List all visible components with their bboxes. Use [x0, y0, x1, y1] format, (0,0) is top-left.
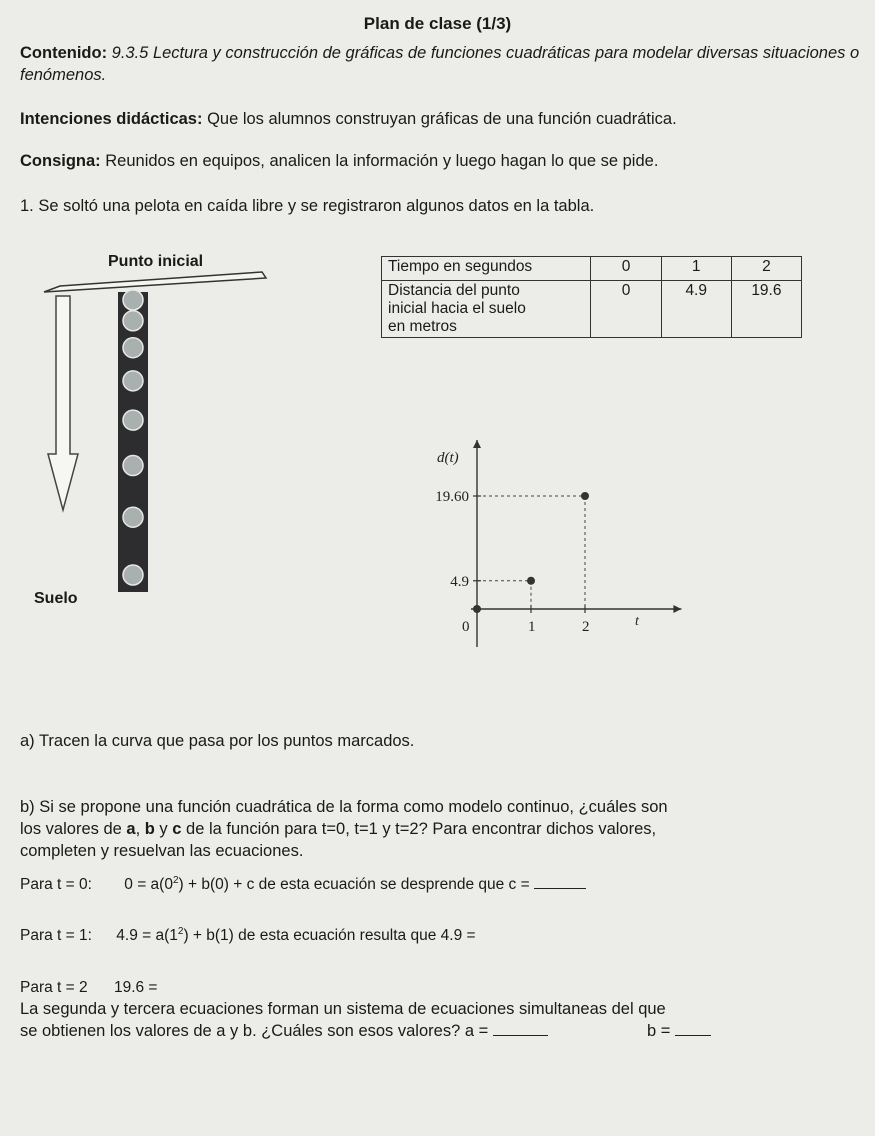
a-answer-blank[interactable] [493, 1021, 548, 1036]
ground-label: Suelo [34, 590, 78, 607]
distance-header-line: inicial hacia el suelo [388, 300, 526, 317]
y-tick-label: 4.9 [450, 573, 469, 590]
consigna-text: Reunidos en equipos, analicen la información y luego hagan lo que se pide. [105, 152, 659, 170]
distance-header [382, 281, 591, 338]
consigna-label: Consigna: [20, 152, 101, 170]
b-label: b = [647, 1022, 671, 1040]
ball-icon [123, 507, 143, 527]
equation-2 [20, 926, 476, 945]
question-b-line [20, 818, 860, 840]
distance-cell: 19.6 [731, 281, 801, 338]
x-tick-label: 2 [582, 619, 590, 635]
var-c: c [172, 820, 182, 838]
distance-cell: 0 [591, 281, 661, 338]
equation-3 [20, 979, 157, 997]
free-fall-figure [20, 240, 280, 610]
intenciones-text: Que los alumnos construyan gráficas de una función cuadrática. [207, 110, 677, 128]
distance-header-line: en metros [388, 318, 457, 335]
eq2-exp: 2 [177, 926, 184, 937]
eq1-exp: 2 [172, 874, 179, 886]
intenciones-paragraph [20, 108, 860, 130]
equation-1 [20, 874, 586, 894]
time-cell: 0 [591, 257, 661, 281]
x-tick-label: 1 [528, 619, 536, 635]
eq2-label: Para t = 1: [20, 927, 92, 945]
y-axis-arrow-icon [473, 440, 481, 448]
eq3-expr: 19.6 = [113, 979, 158, 996]
ball-icon [123, 565, 143, 585]
contenido-label: Contenido: [20, 44, 108, 62]
y-axis-label: d(t) [437, 450, 459, 466]
text-span: los valores de [20, 820, 127, 838]
data-table [381, 256, 802, 338]
question-b-line: b) Si se propone una función cuadrática de la forma como modelo continuo, ¿cuáles son [20, 798, 668, 816]
time-header: Tiempo en segundos [382, 257, 591, 281]
start-label: Punto inicial [108, 253, 204, 270]
eq3-label: Para t = 2 [20, 979, 88, 996]
ball-icon [123, 290, 143, 310]
x-tick-label: 0 [462, 619, 470, 635]
var-b: b [144, 820, 155, 838]
ball-icon [123, 456, 143, 476]
closing-line-2: se obtienen los valores de a y b. ¿Cuáles son esos valores? a = [20, 1022, 489, 1040]
closing-line [20, 1020, 860, 1042]
contenido-paragraph [20, 42, 860, 86]
start-platform [44, 272, 266, 292]
data-point [581, 492, 589, 500]
down-arrow-icon [48, 296, 78, 510]
time-cell: 1 [661, 257, 731, 281]
x-axis-label: t [635, 614, 639, 629]
contenido-text: 9.3.5 Lectura y construcción de gráficas de funciones cuadráticas para modelar diversas situaciones o fenómenos. [20, 44, 860, 84]
table-row [382, 281, 802, 338]
ball-icon [123, 311, 143, 331]
table-row [382, 257, 802, 281]
question-b [20, 796, 860, 862]
intenciones-label: Intenciones didácticas: [20, 110, 203, 128]
var-a: a [126, 820, 136, 838]
page-title: Plan de clase (1/3) [363, 14, 512, 33]
closing-line: La segunda y tercera ecuaciones forman un sistema de ecuaciones simultaneas del que [20, 1000, 666, 1018]
item-1: 1. Se soltó una pelota en caída libre y se registraron algunos datos en la tabla. [20, 197, 595, 215]
distance-header-line: Distancia del punto [388, 282, 520, 299]
b-answer-blank[interactable] [675, 1021, 711, 1036]
eq1-rest: ) + b(0) + c de esta ecuación se desprende que c = [178, 876, 530, 893]
eq1-label: Para t = 0: [20, 876, 92, 893]
y-tick-label: 19.60 [435, 489, 469, 505]
question-b-line: completen y resuelvan las ecuaciones. [20, 842, 304, 860]
ball-icon [123, 371, 143, 391]
time-cell: 2 [731, 257, 801, 281]
text-span: , [135, 820, 145, 838]
question-a: a) Tracen la curva que pasa por los puntos marcados. [20, 732, 415, 750]
consigna-paragraph [20, 150, 860, 172]
ball-icon [123, 338, 143, 358]
ball-icon [123, 410, 143, 430]
text-span: y [154, 820, 173, 838]
eq1-expr: 0 = a(0 [124, 876, 173, 893]
eq2-rest: ) + b(1) de esta ecuación resulta que 4.9 = [183, 927, 476, 945]
data-point [473, 605, 481, 613]
distance-cell: 4.9 [661, 281, 731, 338]
data-point [527, 577, 535, 585]
x-axis-arrow-icon [673, 605, 681, 613]
closing-paragraph [20, 998, 860, 1042]
c-answer-blank[interactable] [534, 874, 586, 889]
text-span: de la función para t=0, t=1 y t=2? Para encontrar dichos valores, [181, 820, 657, 838]
distance-time-chart [400, 420, 700, 650]
eq2-expr: 4.9 = a(1 [116, 927, 178, 945]
